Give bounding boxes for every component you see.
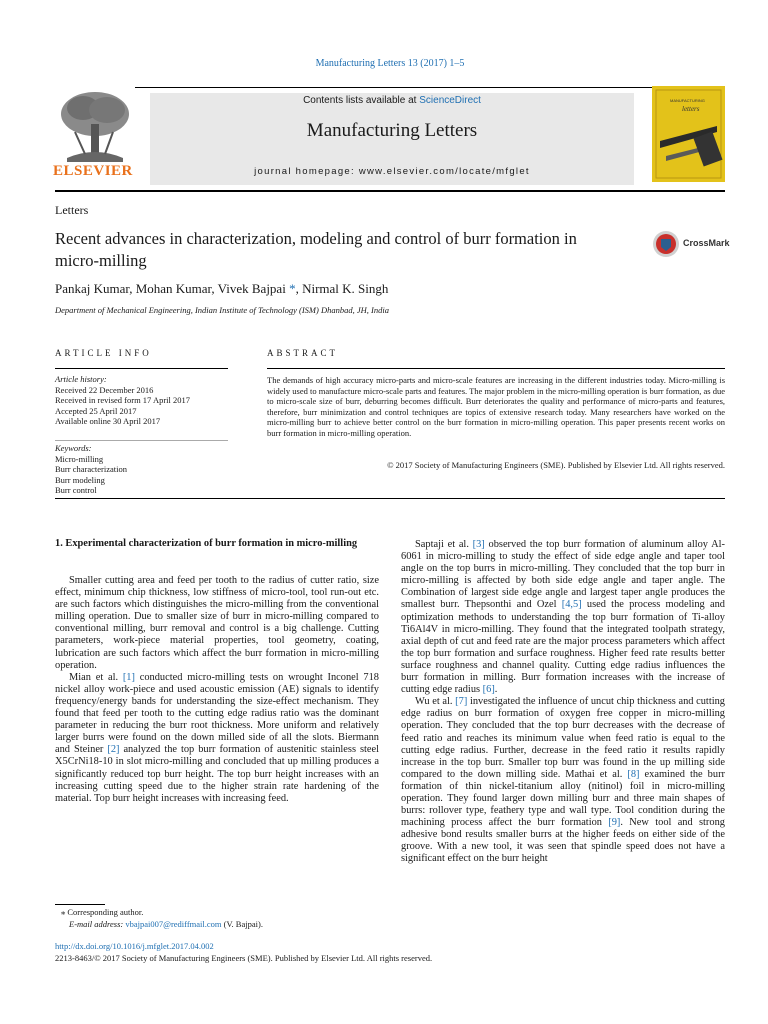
history-accepted: Accepted 25 April 2017 <box>55 405 137 416</box>
crossmark-label[interactable]: CrossMark <box>683 238 730 248</box>
article-info-rule <box>55 368 228 369</box>
section-1-heading: 1. Experimental characterization of burr formation in micro-milling <box>55 538 358 549</box>
citation-link[interactable]: [9] <box>608 817 621 829</box>
history-received: Received 22 December 2016 <box>55 384 154 395</box>
citation-link[interactable]: [7] <box>455 696 468 708</box>
email-suffix: (V. Bajpai). <box>221 919 263 929</box>
article-info-heading: ARTICLE INFO <box>55 348 152 358</box>
keyword: Burr control <box>55 485 97 496</box>
cover-title-1: MANUFACTURING <box>670 98 705 103</box>
text-run: . New tool and strong adhesive bond results smaller burrs at the higher feeds on either side of the groove. With a new tool, it was seen that spindle speed does not have a significant effect on the burr height <box>401 817 725 865</box>
email-line <box>55 918 385 930</box>
paragraph <box>401 539 725 696</box>
author-list <box>55 281 388 297</box>
history-online: Available online 30 April 2017 <box>55 416 161 427</box>
cover-title-2: letters <box>682 105 700 113</box>
history-label: Article history: <box>55 374 107 384</box>
paragraph <box>401 696 725 865</box>
affiliation: Department of Mechanical Engineering, Indian Institute of Technology (ISM) Dhanbad, JH, India <box>55 305 389 315</box>
header-top-rule <box>55 87 725 88</box>
text-run: used the process modeling and optimization methods to understanding the top burr formation of Ti-alloy Ti6Al4V in micro-milling. They found that the integrated toolpath strategy, axial depth of cut and feed rate are the major process parameters which affect the top burr formation and surface roughness. Higher feed rate results better surface roughness and channel quality. Cutting edge radius influences the burr formation in milling. Burr formation increases with the increase of cutting edge radius <box>401 599 725 696</box>
article-history <box>55 374 228 427</box>
journal-name: Manufacturing Letters <box>306 120 478 141</box>
text-run: . <box>494 684 498 696</box>
paragraph <box>55 672 379 805</box>
footnote-rule <box>55 904 105 905</box>
abstract-rule <box>267 368 725 369</box>
keyword: Burr characterization <box>55 464 127 475</box>
authors-part-2: , Nirmal K. Singh <box>295 281 389 296</box>
homepage-prefix: journal homepage: <box>254 166 359 177</box>
article-title: Recent advances in characterization, modeling and control of burr formation in micro-milling <box>55 229 577 270</box>
citation-link[interactable]: [6] <box>482 684 495 696</box>
text-run: investigated the influence of uncut chip thickness and cutting edge radius on burr formation of oxygen free copper in micro-milling operation. They concluded that the top burr decreases with the decrease of feed ratio and reaches its minimum value when feed ratio is equal to the cutting edge radius. Further, decrease in the feed ratio it results rapidly increase in the top burr. Smaller top burr was found in the up milling side compared to the down milling side. Mathai et al. <box>401 696 725 780</box>
history-revised: Received in revised form 17 April 2017 <box>55 395 191 406</box>
citation-link[interactable]: [4,5] <box>561 599 582 611</box>
email-link[interactable]: vbajpai007@rediffmail.com <box>125 919 222 929</box>
left-column <box>55 575 379 805</box>
text-run: examined the burr formation of thin nickel-titanium alloy (nitinol) foil in micro-milling operation. They found larger down milling burr and three main shapes of burrs: rollover type, feathery type and wall type. Tool condition during the machining process affect the burr formation <box>401 768 725 829</box>
abstract-end-rule <box>55 498 725 499</box>
text-run: observed the top burr formation of aluminum alloy Al-6061 in micro-milling to study the effect of side edge angle and taper tool angle on the top burrs in micro-milling. They concluded that the top burr in micro-milling is affected by both side edge angle and taper angle. The Combination of largest side edge angle and largest taper angle produces the smallest burr. Thepsonthi and Ozel <box>401 539 725 611</box>
issn-line: 2213-8463/© 2017 Society of Manufacturing Engineers (SME). Published by Elsevier Ltd. All rights reserved. <box>55 953 433 963</box>
text-run: Mian et al. <box>69 671 123 683</box>
citation-link[interactable]: [8] <box>627 768 640 780</box>
citation-link[interactable]: [2] <box>107 744 120 756</box>
citation-link[interactable]: [3] <box>472 539 485 550</box>
authors-part-1: Pankaj Kumar, Mohan Kumar, Vivek Bajpai <box>55 281 290 296</box>
contents-prefix: Contents lists available at <box>303 95 420 106</box>
email-label: E-mail address: <box>69 919 126 929</box>
journal-reference[interactable]: Manufacturing Letters 13 (2017) 1–5 <box>315 58 465 69</box>
contents-line <box>150 95 634 106</box>
abstract-text: The demands of high accuracy micro-parts and micro-scale features are increasing in the different industries today. Micro-milling is widely used to manufacture micro-scale parts and features. The major problem in the micro-milling operation is burr formation, as due to micro-scale size of burr, deburring becomes difficult. Burr deteriorates the quality and performance of micro-parts and features, therefore, burr minimization and control techniques are topics of extensive research today. Many researchers have worked on the micro-milling burr to achieve better control on the burr formation in micro-milling operation. This paper presents recent works on burr formation in micro-milling operation. <box>267 375 725 438</box>
keywords <box>55 443 228 496</box>
homepage-link[interactable]: www.elsevier.com/locate/mfglet <box>358 166 530 177</box>
sciencedirect-link[interactable]: ScienceDirect <box>419 95 481 106</box>
paragraph: Smaller cutting area and feed per tooth to the radius of cutter ratio, size effect, minimum chip thickness, low stiffness of micro-tool, tool run-out etc. are such factors which distinguishes the micro-milling from the conventional milling operation. Due to smaller size of burr in micro-milling compared to conventional milling, burr removal and control is a big challenge. Cutting parameters, work-piece material properties, tool geometry, coating, lubrication are such factors which affect the burr formation in micro-milling operation. <box>55 575 379 671</box>
corresponding-author-note: ⁎ Corresponding author. <box>61 907 144 917</box>
publisher-wordmark: ELSEVIER <box>53 163 133 179</box>
journal-cover-thumbnail[interactable] <box>652 86 725 182</box>
text-run: Wu et al. <box>415 696 456 708</box>
doi-link[interactable]: http://dx.doi.org/10.1016/j.mfglet.2017.04.002 <box>55 941 214 951</box>
keywords-label: Keywords: <box>55 443 92 453</box>
abstract-heading: ABSTRACT <box>267 348 339 358</box>
footnote <box>55 906 385 930</box>
text-run: Saptaji et al. <box>415 539 473 550</box>
keyword: Burr modeling <box>55 474 105 485</box>
right-column <box>401 539 725 866</box>
journal-homepage-line <box>150 166 634 177</box>
keyword: Micro-milling <box>55 453 104 464</box>
abstract-copyright: © 2017 Society of Manufacturing Engineers (SME). Published by Elsevier Ltd. All rights reserved. <box>387 460 725 470</box>
text-run: conducted micro-milling tests on wrought Inconel 718 nickel alloy work-piece and used acoustic emission (AE) signals to identify frequency/energy bands for understanding the size-effect mechanism. They found that feed per tooth to the cutting edge radius ratio was the dominant parameter in reducing the burr root thickness. More uniform and relatively larger burrs were found on the down milled side of all the slots. Biermann and Steiner <box>55 671 379 756</box>
header-bottom-rule <box>55 190 725 192</box>
keywords-rule <box>55 440 228 441</box>
citation-link[interactable]: [1] <box>122 671 135 683</box>
text-run: analyzed the top burr formation of austenitic stainless steel X5CrNi18-10 in slot micro-milling and concluded that up milling produces a significantly reduced top burr height. The top burr height increases with an increasing cutting speed due to the higher strain rate hardening of the material. Top burr height increases with increasing feed. <box>55 744 379 804</box>
section-type: Letters <box>55 203 89 217</box>
corresponding-author-marker[interactable]: * <box>289 281 296 296</box>
